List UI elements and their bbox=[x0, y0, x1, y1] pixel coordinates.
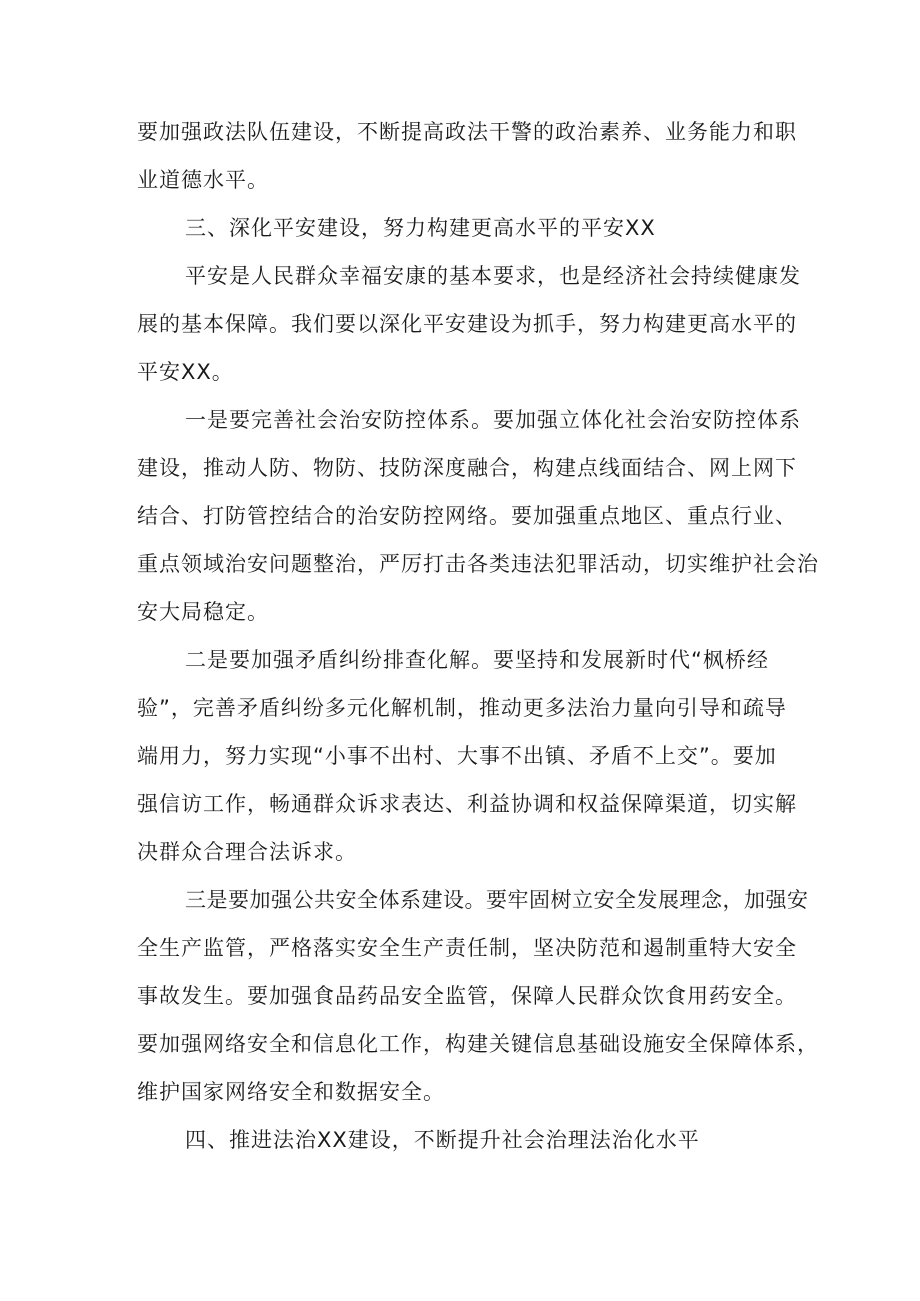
paragraph-line: 展的基本保障。我们要以深化平安建设为抓手，努力构建更高水平的 bbox=[137, 312, 797, 336]
paragraph-line: 要加强政法队伍建设，不断提高政法干警的政治素养、业务能力和职 bbox=[137, 120, 797, 144]
paragraph-line: 验”，完善矛盾纠纷多元化解机制，推动更多法治力量向引导和疏导 bbox=[137, 696, 787, 720]
paragraph-line: 平安是人民群众幸福安康的基本要求，也是经济社会持续健康发 bbox=[185, 264, 801, 288]
paragraph-line: 全生产监管，严格落实安全生产责任制，坚决防范和遏制重特大安全 bbox=[137, 936, 797, 960]
section-heading: 四、推进法治XX建设，不断提升社会治理法治化水平 bbox=[185, 1128, 700, 1152]
paragraph-line: 安大局稳定。 bbox=[137, 600, 269, 624]
paragraph-line: 一是要完善社会治安防控体系。要加强立体化社会治安防控体系 bbox=[185, 408, 801, 432]
section-heading: 三、深化平安建设，努力构建更高水平的平安XX bbox=[185, 216, 656, 240]
paragraph-line: 重点领域治安问题整治，严厉打击各类违法犯罪活动，切实维护社会治 bbox=[137, 552, 819, 576]
paragraph-line: 维护国家网络安全和数据安全。 bbox=[137, 1080, 445, 1104]
paragraph-line: 结合、打防管控结合的治安防控网络。要加强重点地区、重点行业、 bbox=[137, 504, 797, 528]
paragraph-line: 二是要加强矛盾纠纷排查化解。要坚持和发展新时代“枫桥经 bbox=[185, 648, 769, 672]
paragraph-line: 事故发生。要加强食品药品安全监管，保障人民群众饮食用药安全。 bbox=[137, 984, 797, 1008]
paragraph-line: 要加强网络安全和信息化工作，构建关键信息基础设施安全保障体系， bbox=[137, 1032, 819, 1056]
paragraph-line: 决群众合理合法诉求。 bbox=[137, 840, 357, 864]
paragraph-line: 建设，推动人防、物防、技防深度融合，构建点线面结合、网上网下 bbox=[137, 456, 797, 480]
paragraph-line: 三是要加强公共安全体系建设。要牢固树立安全发展理念，加强安 bbox=[185, 888, 809, 912]
paragraph-line: 业道德水平。 bbox=[137, 168, 269, 192]
paragraph-line: 端用力，努力实现“小事不出村、大事不出镇、矛盾不上交”。要加 bbox=[137, 744, 777, 768]
paragraph-line: 强信访工作，畅通群众诉求表达、利益协调和权益保障渠道，切实解 bbox=[137, 792, 797, 816]
paragraph-line: 平安XX。 bbox=[137, 360, 234, 384]
